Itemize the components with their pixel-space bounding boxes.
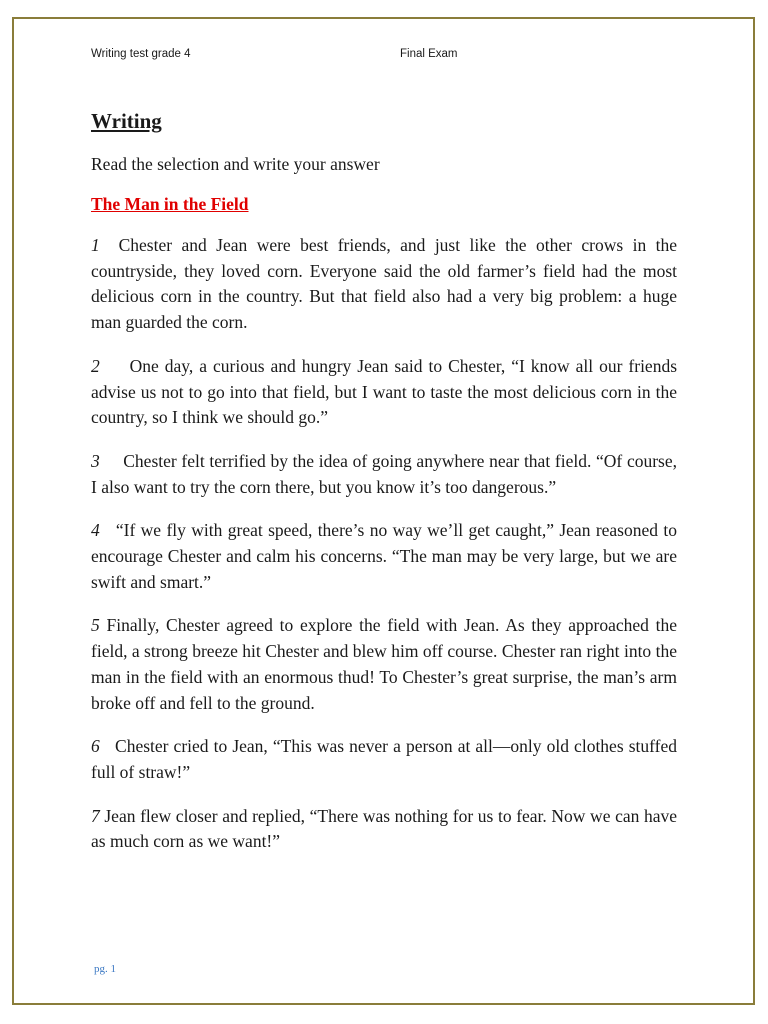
paragraph-text: Chester cried to Jean, “This was never a person at all—only old clothes stuffed full of straw!”	[91, 736, 677, 782]
paragraph-number: 3	[91, 450, 100, 471]
story-paragraph	[91, 449, 677, 500]
paragraph-spacer	[100, 520, 116, 540]
paragraph-spacer	[100, 615, 107, 635]
instructions-text: Read the selection and write your answer	[91, 154, 380, 174]
paragraph-text: “If we fly with great speed, there’s no way we’ll get caught,” Jean reasoned to encourage Chester and calm his concerns. “The man may be very large, but we are swift and smart.”	[91, 520, 677, 592]
story-paragraph	[91, 518, 677, 595]
story-paragraph	[91, 734, 677, 785]
story-paragraph	[91, 804, 677, 855]
paragraph-text: Chester and Jean were best friends, and just like the other crows in the countryside, they loved corn. Everyone said the old farmer’s field had the most delicious corn in the country. But that field also had a very big problem: a huge man guarded the corn.	[91, 235, 678, 333]
paragraph-number: 1	[91, 235, 100, 255]
paragraph-text: Jean flew closer and replied, “There was nothing for us to fear. Now we can have as much corn as we want!”	[91, 805, 678, 852]
story-paragraph	[91, 233, 677, 336]
paragraph-text: One day, a curious and hungry Jean said to Chester, “I know all our friends advise us not to go into that field, but I want to taste the most delicious corn in the country, so I think we should go.”	[91, 355, 678, 428]
paragraph-number: 2	[91, 355, 100, 376]
page-number: pg. 1	[94, 963, 116, 975]
paragraph-spacer	[100, 356, 130, 376]
story-paragraph	[91, 354, 677, 431]
story-paragraph	[91, 613, 677, 716]
paragraph-text: Finally, Chester agreed to explore the field with Jean. As they approached the field, a strong breeze hit Chester and blew him off course. Chester ran right into the man in the field with an enormous thud! To Chester’s great surprise, the man’s arm broke off and fell to the ground.	[91, 615, 678, 713]
story-title: The Man in the Field	[91, 194, 249, 214]
document-content	[91, 108, 677, 873]
paragraph-number: 6	[91, 736, 100, 757]
section-heading: Writing	[91, 109, 162, 133]
paragraph-text: Chester felt terrified by the idea of going anywhere near that field. “Of course, I also want to try the corn there, but you know it’s too dangerous.”	[91, 450, 678, 497]
paragraph-number: 4	[91, 520, 100, 541]
paragraph-spacer	[100, 451, 124, 471]
header-test-title: Writing test grade 4	[91, 48, 191, 60]
paragraph-spacer	[100, 235, 119, 255]
paragraph-number: 5	[91, 615, 100, 636]
paragraph-number: 7	[91, 805, 100, 826]
paragraph-spacer	[100, 736, 115, 756]
header-exam-label: Final Exam	[400, 48, 458, 60]
